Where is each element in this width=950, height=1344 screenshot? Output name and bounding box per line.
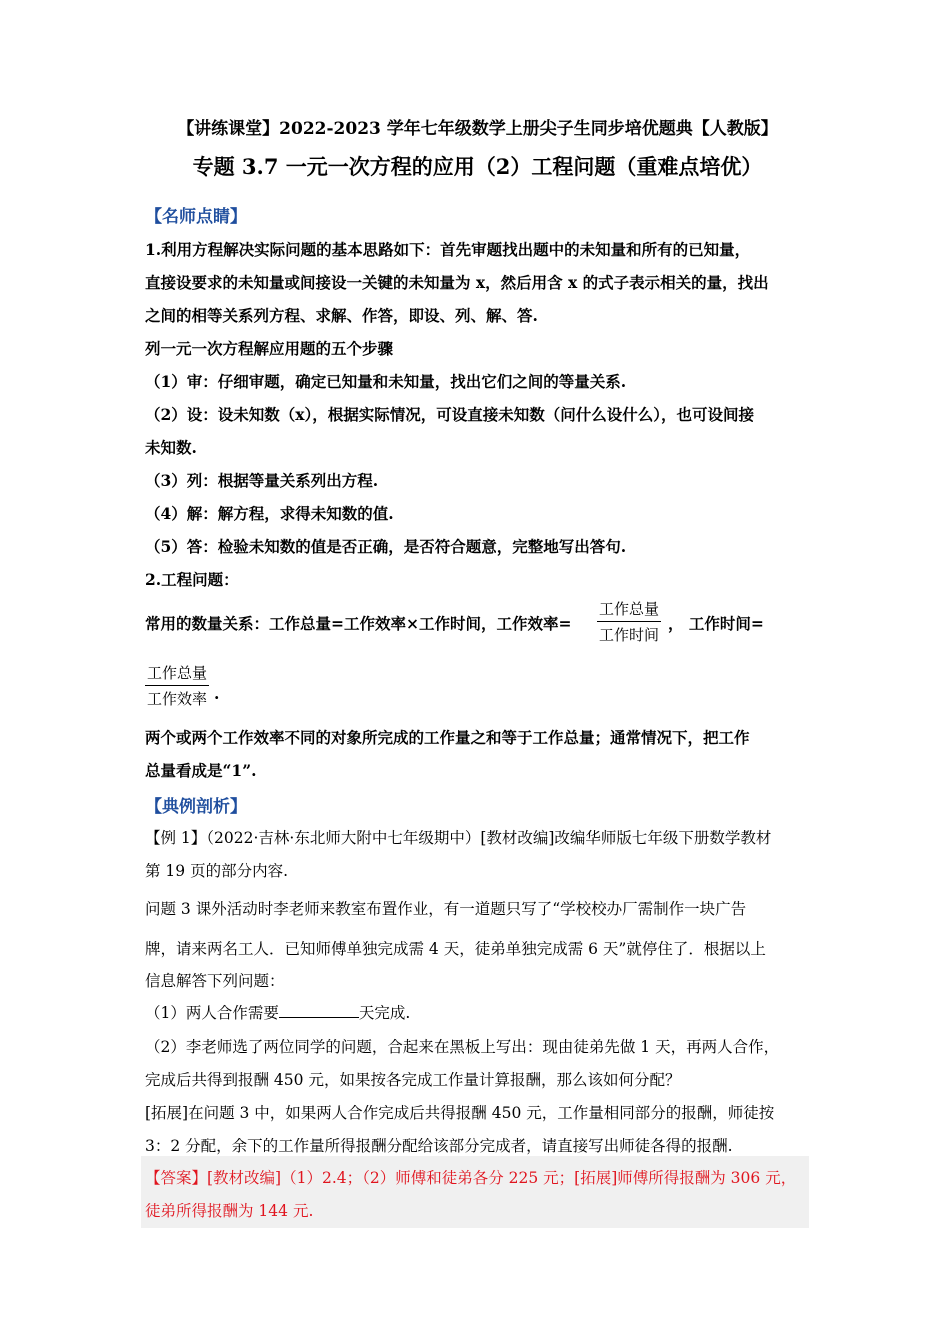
sub-question-2: （2）李老师选了两位同学的问题，合起来在黑板上写出：现由徒弟先做 1 天，再两人合作， bbox=[145, 1038, 780, 1056]
document-header: 【讲练课堂】2022-2023 学年七年级数学上册尖子生同步培优题典【人教版】 bbox=[177, 119, 778, 139]
paragraph-line: 2.工程问题： bbox=[145, 570, 239, 589]
step-item: （5）答：检验未知数的值是否正确，是否符合题意，完整地写出答句. bbox=[145, 537, 627, 556]
fraction-numerator: 工作总量 bbox=[147, 664, 208, 682]
answer-text: 徒弟所得报酬为 144 元. bbox=[145, 1202, 314, 1220]
section-heading-tips: 【名师点睛】 bbox=[145, 207, 247, 227]
question-text: 牌，请来两名工人．已知师傅单独完成需 4 天，徒弟单独完成需 6 天”就停住了．根据以上 bbox=[145, 940, 766, 958]
formula-line bbox=[145, 612, 571, 634]
steps-title: 列一元一次方程解应用题的五个步骤 bbox=[145, 339, 394, 358]
sub-question-1 bbox=[145, 1001, 410, 1023]
fraction-bar bbox=[145, 685, 209, 686]
example-source: 【例 1】（2022·吉林·东北师大附中七年级期中）[教材改编]改编华师版七年级下册数学教材 bbox=[145, 829, 772, 847]
fraction-denominator: 工作时间 bbox=[599, 626, 660, 644]
step-item: 未知数. bbox=[145, 438, 197, 457]
formula-period: . bbox=[214, 684, 220, 703]
fraction-efficiency bbox=[597, 598, 661, 645]
extension-text: 3：2 分配，余下的工作量所得报酬分配给该部分完成者，请直接写出师徒各得的报酬. bbox=[145, 1137, 733, 1155]
fraction-denominator: 工作效率 bbox=[147, 690, 208, 708]
step-item: （1）审：仔细审题，确定已知量和未知量，找出它们之间的等量关系. bbox=[145, 372, 627, 391]
answer-text: 【答案】[教材改编]（1）2.4；（2）师傅和徒弟各分 225 元；[拓展]师傅所得报酬为 306 元， bbox=[145, 1169, 797, 1187]
step-item: （4）解：解方程，求得未知数的值. bbox=[145, 504, 394, 523]
question-text: 问题 3 课外活动时李老师来教室布置作业，有一道题只写了“学校校办厂需制作一块广告 bbox=[145, 900, 747, 918]
formula-text: ， 工作时间= bbox=[668, 614, 764, 633]
step-item: （3）列：根据等量关系列出方程. bbox=[145, 471, 379, 490]
paragraph-line: 之间的相等关系列方程、求解、作答，即设、列、解、答. bbox=[145, 306, 538, 325]
step-item: （2）设：设未知数（x），根据实际情况，可设直接未知数（问什么设什么），也可设间接 bbox=[145, 405, 755, 424]
sub-question-text: 天完成. bbox=[358, 1004, 411, 1022]
fraction-numerator: 工作总量 bbox=[599, 600, 660, 618]
paragraph-line: 1.利用方程解决实际问题的基本思路如下：首先审题找出题中的未知量和所有的已知量， bbox=[145, 240, 751, 259]
paragraph-line: 直接设要求的未知量或间接设一关键的未知量为 x，然后用含 x 的式子表示相关的量，找出 bbox=[145, 273, 769, 292]
paragraph-line: 两个或两个工作效率不同的对象所完成的工作量之和等于工作总量；通常情况下，把工作 bbox=[145, 728, 750, 747]
example-source: 第 19 页的部分内容. bbox=[145, 862, 289, 880]
fraction-bar bbox=[597, 621, 661, 622]
formula-text: 常用的数量关系：工作总量=工作效率×工作时间，工作效率= bbox=[145, 614, 572, 633]
fraction-time bbox=[145, 662, 209, 709]
paragraph-line: 总量看成是“1”. bbox=[145, 761, 257, 780]
sub-question-text: （1）两人合作需要 bbox=[145, 1004, 279, 1022]
sub-question-2: 完成后共得到报酬 450 元，如果按各完成工作量计算报酬，那么该如何分配？ bbox=[145, 1071, 681, 1089]
question-text: 信息解答下列问题： bbox=[145, 972, 285, 990]
extension-text: [拓展]在问题 3 中，如果两人合作完成后共得报酬 450 元，工作量相同部分的报酬，师徒按 bbox=[145, 1104, 775, 1122]
document-title: 专题 3.7 一元一次方程的应用（2）工程问题（重难点培优） bbox=[192, 154, 763, 179]
section-heading-examples: 【典例剖析】 bbox=[145, 797, 247, 817]
answer-blank bbox=[279, 1003, 359, 1018]
